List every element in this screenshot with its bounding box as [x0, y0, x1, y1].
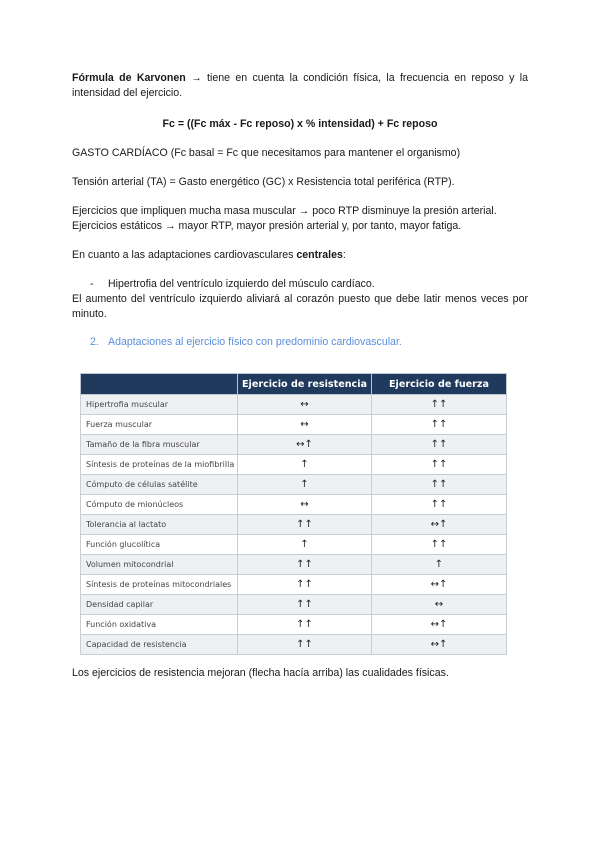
table-header-row [81, 374, 507, 395]
row-label: Hipertrofia muscular [81, 395, 238, 415]
conclusion-paragraph: Los ejercicios de resistencia mejoran (flecha hacía arriba) las cualidades físicas. [72, 667, 449, 679]
resistencia-value: ↑↑ [238, 555, 372, 575]
fuerza-value: ↔↑ [372, 575, 507, 595]
formula-text: Fc = ((Fc máx - Fc reposo) x % intensidad) + Fc reposo [162, 118, 438, 130]
adaptations-table [80, 373, 507, 655]
row-label: Volumen mitocondrial [81, 555, 238, 575]
resistencia-value: ↑ [238, 475, 372, 495]
hipertrofia-bullet [90, 277, 510, 292]
fuerza-value: ↑↑ [372, 395, 507, 415]
table-row [81, 435, 507, 455]
fuerza-value: ↑ [372, 555, 507, 575]
fuerza-value: ↑↑ [372, 435, 507, 455]
adaptaciones-suffix: : [342, 249, 346, 261]
karvonen-title: Fórmula de Karvonen [72, 72, 186, 84]
resistencia-value: ↔ [238, 395, 372, 415]
karvonen-paragraph [72, 71, 528, 101]
karvonen-text: → tiene en cuenta la condición física, la frecuencia en reposo y la intensidad del ejercicio. [72, 72, 529, 99]
karvonen-formula [72, 117, 528, 132]
header-resistencia: Ejercicio de resistencia [238, 374, 372, 395]
fuerza-value: ↑↑ [372, 495, 507, 515]
resistencia-value: ↑↑ [238, 515, 372, 535]
header-empty [81, 374, 238, 395]
table-row [81, 395, 507, 415]
fuerza-value: ↔↑ [372, 615, 507, 635]
table-row [81, 635, 507, 655]
bullet-text: Hipertrofia del ventrículo izquierdo del músculo cardíaco. [108, 278, 375, 290]
header-fuerza: Ejercicio de fuerza [372, 374, 507, 395]
row-label: Función glucolítica [81, 535, 238, 555]
fuerza-value: ↔↑ [372, 515, 507, 535]
table-row [81, 535, 507, 555]
table-row [81, 475, 507, 495]
resistencia-value: ↑ [238, 455, 372, 475]
resistencia-value: ↑ [238, 535, 372, 555]
bullet-dash: - [90, 278, 94, 290]
section-title: Adaptaciones al ejercicio físico con predominio cardiovascular. [108, 336, 402, 348]
fuerza-value: ↑↑ [372, 475, 507, 495]
adaptaciones-prefix: En cuanto a las adaptaciones cardiovasculares [72, 249, 297, 261]
fuerza-value: ↔↑ [372, 635, 507, 655]
section-heading [90, 335, 530, 350]
fuerza-value: ↑↑ [372, 455, 507, 475]
resistencia-value: ↑↑ [238, 575, 372, 595]
resistencia-value: ↔ [238, 495, 372, 515]
table-row [81, 415, 507, 435]
table-row [81, 495, 507, 515]
row-label: Capacidad de resistencia [81, 635, 238, 655]
row-label: Densidad capilar [81, 595, 238, 615]
tension-arterial-paragraph: Tensión arterial (TA) = Gasto energético (GC) x Resistencia total periférica (RTP). [72, 176, 455, 188]
row-label: Síntesis de proteínas mitocondriales [81, 575, 238, 595]
row-label: Tamaño de la fibra muscular [81, 435, 238, 455]
fuerza-value: ↑↑ [372, 415, 507, 435]
fuerza-value: ↑↑ [372, 535, 507, 555]
resistencia-value: ↑↑ [238, 635, 372, 655]
gasto-cardiaco-paragraph: GASTO CARDÍACO (Fc basal = Fc que necesitamos para mantener el organismo) [72, 147, 461, 159]
resistencia-value: ↔ [238, 415, 372, 435]
table-row [81, 555, 507, 575]
row-label: Cómputo de células satélite [81, 475, 238, 495]
table-row [81, 595, 507, 615]
table-row [81, 455, 507, 475]
adaptaciones-centrales-paragraph [72, 248, 528, 263]
table-row [81, 615, 507, 635]
row-label: Función oxidativa [81, 615, 238, 635]
row-label: Síntesis de proteínas de la miofibrilla [81, 455, 238, 475]
resistencia-value: ↑↑ [238, 595, 372, 615]
aumento-paragraph: El aumento del ventrículo izquierdo aliviará al corazón puesto que debe latir menos veces por minuto. [72, 293, 528, 320]
resistencia-value: ↔↑ [238, 435, 372, 455]
ejercicios-line-2: Ejercicios estáticos → mayor RTP, mayor presión arterial y, por tanto, mayor fatiga. [72, 220, 462, 232]
row-label: Cómputo de mionúcleos [81, 495, 238, 515]
fuerza-value: ↔ [372, 595, 507, 615]
table-row [81, 515, 507, 535]
table-row [81, 575, 507, 595]
resistencia-value: ↑↑ [238, 615, 372, 635]
section-number: 2. [90, 336, 99, 348]
row-label: Tolerancia al lactato [81, 515, 238, 535]
ejercicios-line-1: Ejercicios que impliquen mucha masa muscular → poco RTP disminuye la presión arterial. [72, 205, 497, 217]
adaptaciones-bold: centrales [296, 249, 343, 261]
row-label: Fuerza muscular [81, 415, 238, 435]
